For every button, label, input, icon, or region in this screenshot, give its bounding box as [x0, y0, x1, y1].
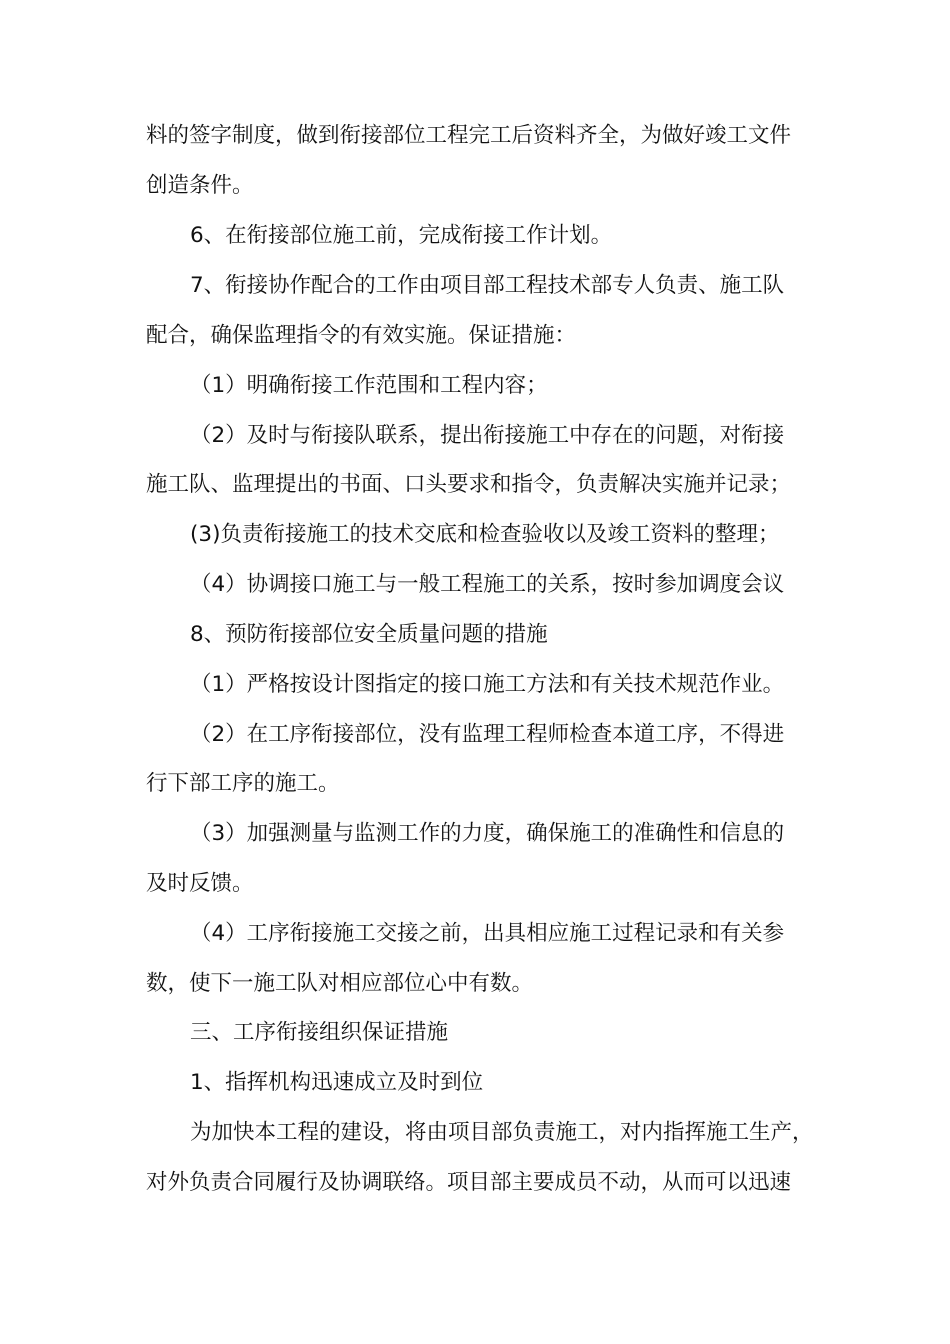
paragraph-line: 配合，确保监理指令的有效实施。保证措施： — [146, 323, 577, 348]
paragraph-line: （3）加强测量与监测工作的力度，确保施工的准确性和信息的 — [190, 821, 785, 846]
paragraph-line: 为加快本工程的建设，将由项目部负责施工，对内指挥施工生产， — [190, 1120, 814, 1145]
paragraph-line: （4）协调接口施工与一般工程施工的关系，按时参加调度会议 — [190, 572, 785, 597]
paragraph-line: 7、衔接协作配合的工作由项目部工程技术部专人负责、施工队 — [190, 273, 785, 298]
paragraph-line: 及时反馈。 — [146, 871, 254, 896]
paragraph-line: 6、在衔接部位施工前，完成衔接工作计划。 — [190, 223, 613, 248]
paragraph-line: （2）在工序衔接部位，没有监理工程师检查本道工序，不得进 — [190, 722, 785, 747]
paragraph-line: 行下部工序的施工。 — [146, 771, 340, 796]
paragraph-line: （4）工序衔接施工交接之前，出具相应施工过程记录和有关参 — [190, 921, 785, 946]
paragraph-line: 料的签字制度，做到衔接部位工程完工后资料齐全，为做好竣工文件 — [146, 123, 792, 148]
paragraph-line: （1）明确衔接工作范围和工程内容； — [190, 373, 548, 398]
section-heading: 8、预防衔接部位安全质量问题的措施 — [190, 622, 548, 647]
paragraph-line: （2）及时与衔接队联系，提出衔接施工中存在的问题，对衔接 — [190, 423, 785, 448]
section-heading: 三、工序衔接组织保证措施 — [190, 1020, 449, 1045]
paragraph-line: 数，使下一施工队对相应部位心中有数。 — [146, 971, 534, 996]
paragraph-line: （1）严格按设计图指定的接口施工方法和有关技术规范作业。 — [190, 672, 785, 697]
paragraph-line: 创造条件。 — [146, 173, 254, 198]
paragraph-line: (3)负责衔接施工的技术交底和检查验收以及竣工资料的整理； — [190, 522, 780, 547]
subsection-heading: 1、指挥机构迅速成立及时到位 — [190, 1070, 484, 1095]
paragraph-line: 对外负责合同履行及协调联络。项目部主要成员不动，从而可以迅速 — [146, 1170, 792, 1195]
paragraph-line: 施工队、监理提出的书面、口头要求和指令，负责解决实施并记录； — [146, 472, 792, 497]
